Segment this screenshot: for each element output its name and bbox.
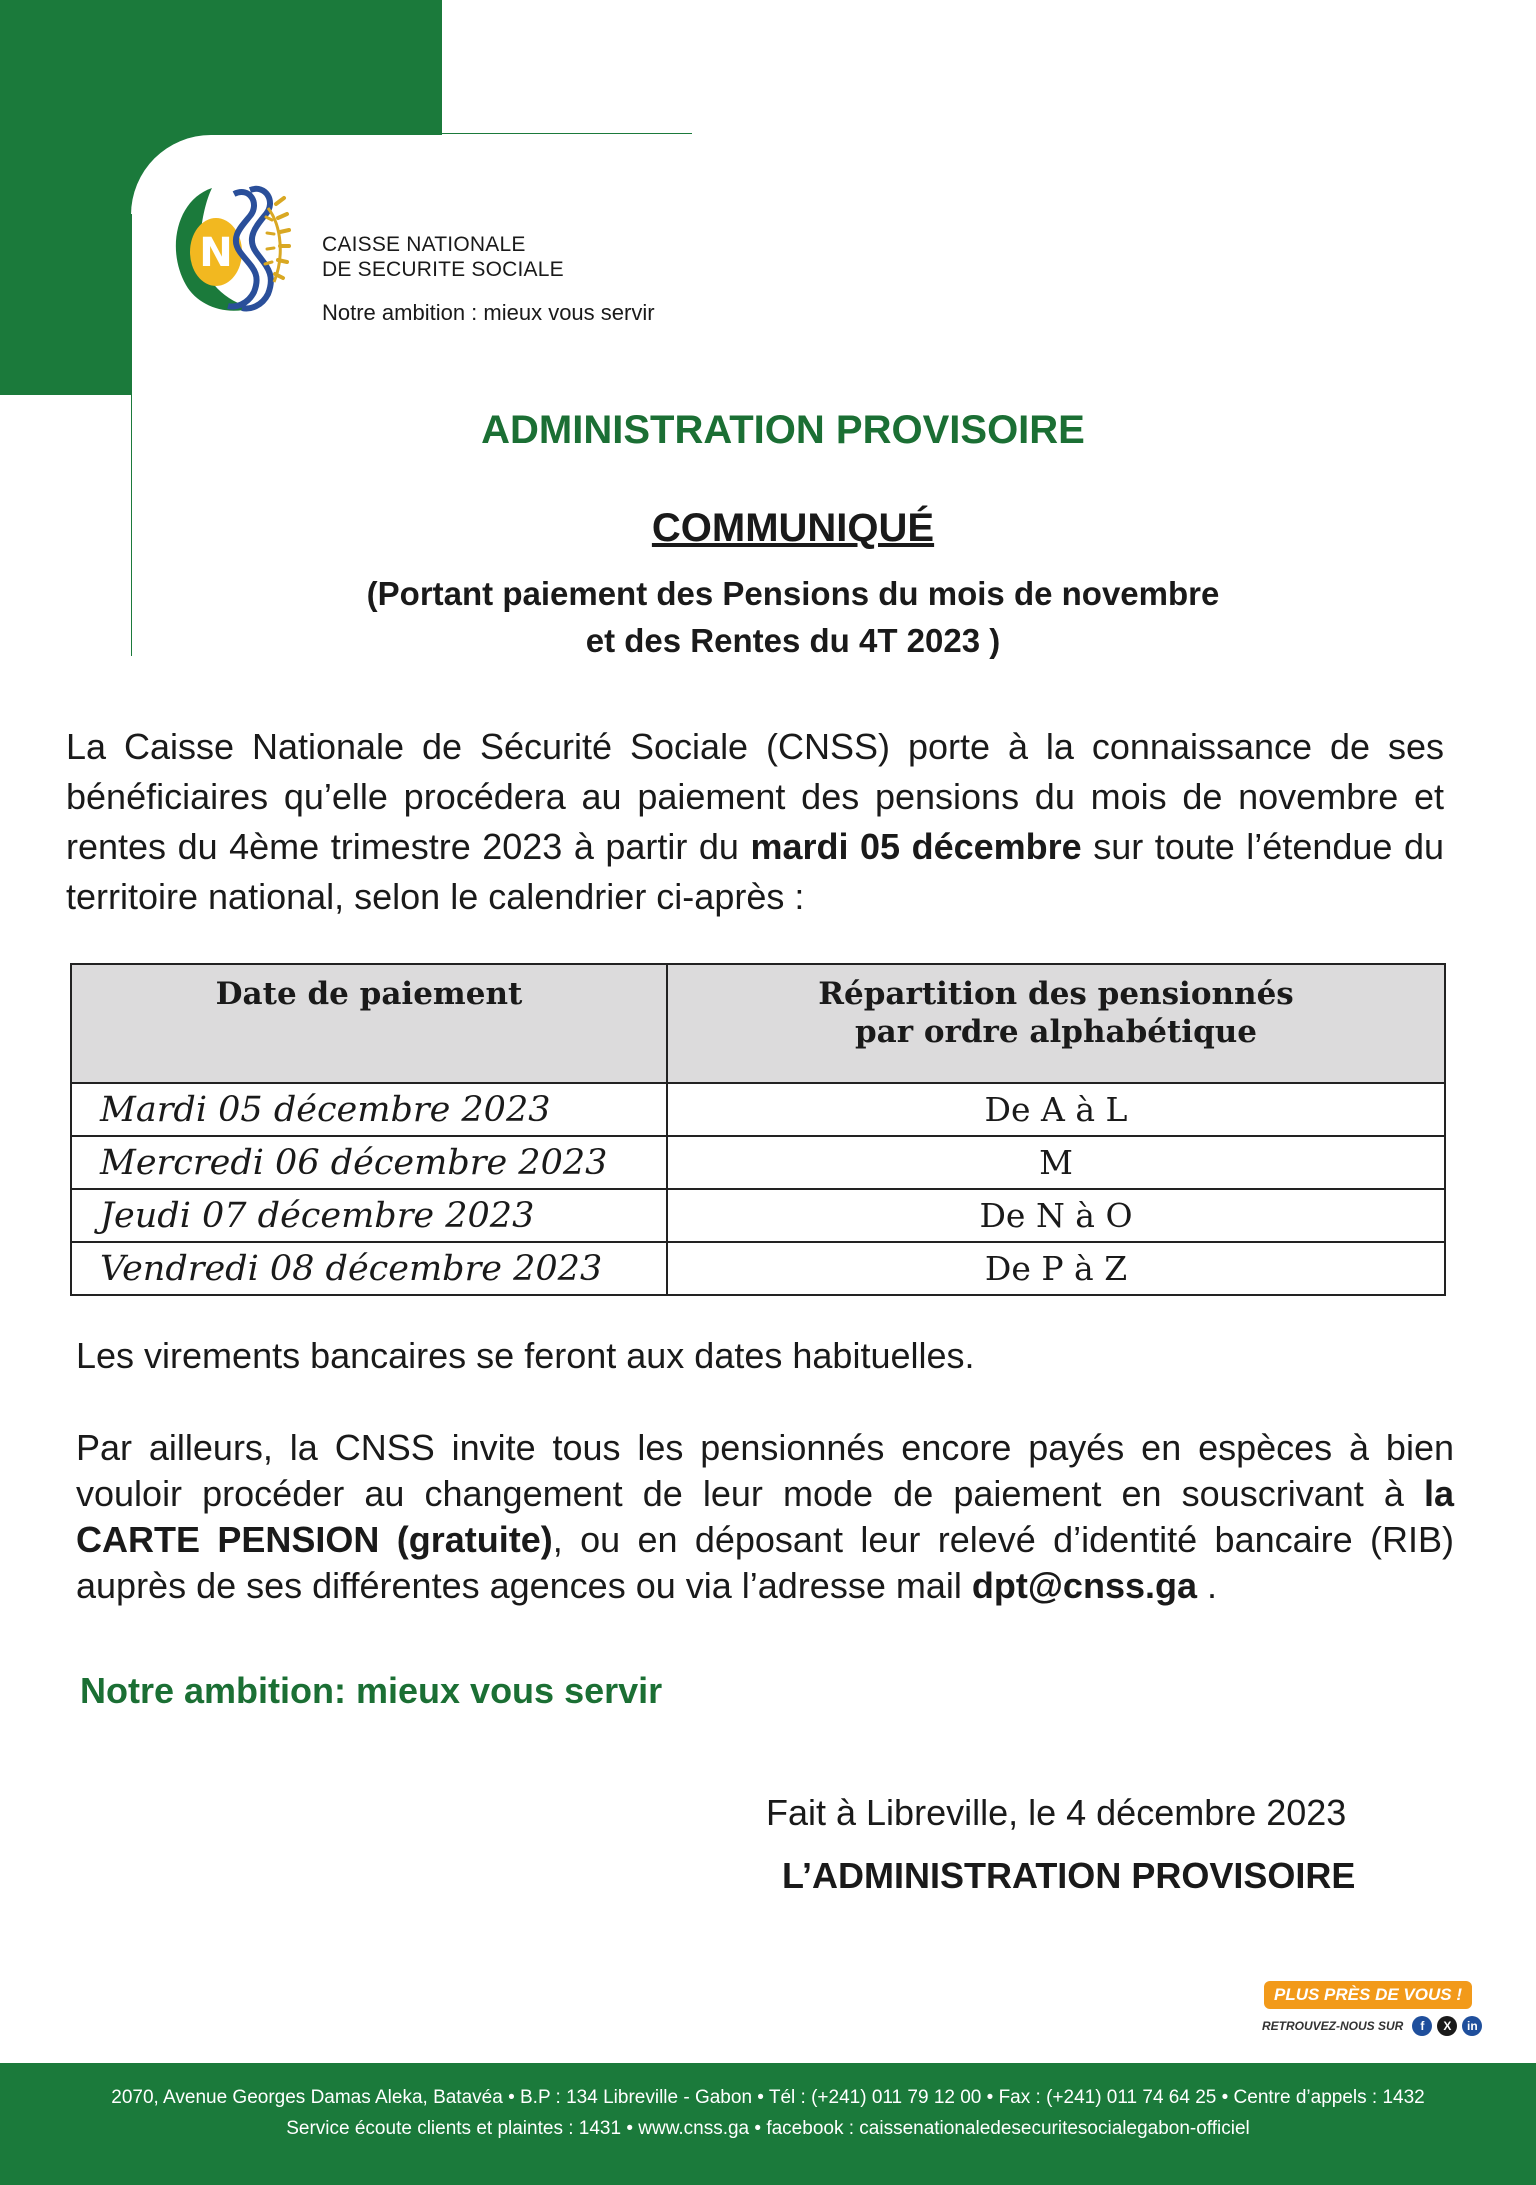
place-and-date: Fait à Libreville, le 4 décembre 2023 (766, 1792, 1347, 1833)
header-repartition-line2: par ordre alphabétique (854, 1014, 1258, 1050)
svg-text:N: N (199, 230, 233, 276)
footer (0, 2063, 1536, 2185)
intro-text-end: sur toute l’étendue du territoire national, selon le calendrier ci-après : (66, 826, 1444, 917)
par-ailleurs-paragraph (76, 1425, 1454, 1609)
table-row (71, 1083, 1445, 1136)
table-header-row (71, 964, 1445, 1083)
subtitle-line1: (Portant paiement des Pensions du mois de novembre (366, 575, 1220, 612)
letter-range: De N à O (667, 1189, 1445, 1242)
letter-range: M (667, 1136, 1445, 1189)
administration-title: ADMINISTRATION PROVISOIRE (481, 408, 1085, 452)
payment-date: Mardi 05 décembre 2023 (71, 1083, 667, 1136)
communique-subtitle (0, 570, 1536, 664)
header-date: Date de paiement (71, 964, 667, 1083)
ambition-slogan: Notre ambition: mieux vous servir (80, 1670, 663, 1711)
payment-date: Vendredi 08 décembre 2023 (71, 1242, 667, 1295)
card-border-top (210, 133, 692, 134)
plus-pres-de-vous-badge: PLUS PRÈS DE VOUS ! (1264, 1981, 1472, 2009)
organization-name (322, 232, 564, 282)
intro-text: La Caisse Nationale de Sécurité Sociale (CNSS) porte à la connaissance de ses bénéficiaires qu’elle procédera au paiement des pensions du mois de novembre et rentes du 4ème trimestre 2023 à partir du (66, 726, 1444, 867)
letter-range: De A à L (667, 1083, 1445, 1136)
payment-date: Mercredi 06 décembre 2023 (71, 1136, 667, 1189)
facebook-icon[interactable]: f (1412, 2016, 1432, 2036)
table-row (71, 1189, 1445, 1242)
footer-address-line: 2070, Avenue Georges Damas Aleka, Batavéa • B.P : 134 Libreville - Gabon • Tél : (+241) 011 79 12 00 • Fax : (+241) 011 74 64 25 • Centre d’appels : 1432 (111, 2087, 1425, 2108)
virements-note: Les virements bancaires se feront aux dates habituelles. (76, 1335, 975, 1376)
logo-slogan: Notre ambition : mieux vous servir (322, 300, 655, 325)
par-ailleurs-text: Par ailleurs, la CNSS invite tous les pensionnés encore payés en espèces à bien vouloir procéder au changement de leur mode de paiement en souscrivant à (76, 1427, 1454, 1514)
social-links (1262, 2014, 1482, 2038)
email-address[interactable]: dpt@cnss.ga (971, 1565, 1197, 1606)
cnss-logo (166, 180, 312, 320)
header-repartition-line1: Répartition des pensionnés (818, 976, 1294, 1012)
intro-bold-date: mardi 05 décembre (750, 826, 1082, 867)
table-row (71, 1136, 1445, 1189)
letter-range: De P à Z (667, 1242, 1445, 1295)
header-repartition (667, 964, 1445, 1083)
social-text: RETROUVEZ-NOUS SUR (1262, 2019, 1404, 2033)
communique-title: COMMUNIQUÉ (651, 506, 935, 550)
organization-name-line1: CAISSE NATIONALE (322, 233, 526, 256)
organization-name-line2: DE SECURITE SOCIALE (322, 258, 564, 281)
signatory: L’ADMINISTRATION PROVISOIRE (782, 1855, 1356, 1896)
payment-date: Jeudi 07 décembre 2023 (71, 1189, 667, 1242)
table-row (71, 1242, 1445, 1295)
subtitle-line2: et des Rentes du 4T 2023 ) (585, 622, 1001, 659)
payment-calendar-table (70, 963, 1446, 1296)
carte-pension-bold: la CARTE PENSION (gratuite) (76, 1473, 1454, 1560)
intro-paragraph (66, 722, 1444, 922)
linkedin-icon[interactable]: in (1462, 2016, 1482, 2036)
par-ailleurs-text-2: , ou en déposant leur relevé d’identité bancaire (RIB) auprès de ses différentes agences ou via l’adresse mail (76, 1519, 1454, 1606)
par-ailleurs-text-3: . (1197, 1565, 1218, 1606)
x-icon[interactable]: X (1437, 2016, 1457, 2036)
footer-services-line: Service écoute clients et plaintes : 1431 • www.cnss.ga • facebook : caissenationaledesecuritesocialegabon-officiel (286, 2118, 1250, 2139)
